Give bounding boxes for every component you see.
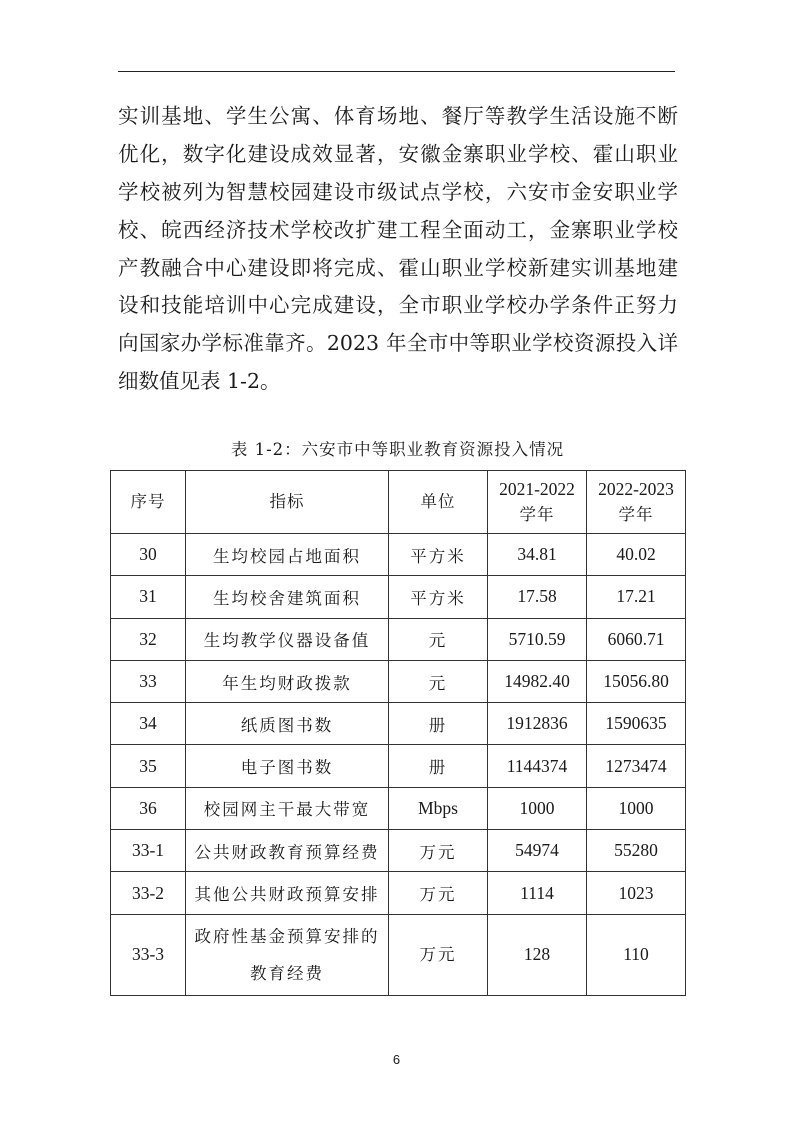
paragraph-line: 产教融合中心建设即将完成、霍山职业学校新建实训基地建 (118, 255, 678, 280)
paragraph-line: 学校被列为智慧校园建设市级试点学校，六安市金安职业学 (118, 179, 678, 204)
header-year-suffix: 学年 (618, 505, 654, 524)
cell-year1: 128 (488, 914, 587, 995)
header-year-2021-2022 (488, 471, 587, 534)
cell-indicator: 生均校舍建筑面积 (186, 576, 389, 618)
cell-indicator-line: 政府性基金预算安排的 (194, 926, 380, 946)
cell-year2: 1590635 (587, 703, 686, 745)
cell-index: 33 (111, 660, 186, 702)
cell-year1: 1000 (488, 787, 587, 829)
table-caption: 表 1-2：六安市中等职业教育资源投入情况 (230, 440, 565, 459)
cell-indicator: 生均校园占地面积 (186, 534, 389, 576)
cell-indicator (186, 914, 389, 995)
table-row (111, 534, 686, 576)
table-row (111, 914, 686, 995)
table-row (111, 703, 686, 745)
cell-indicator: 公共财政教育预算经费 (186, 830, 389, 872)
cell-index: 35 (111, 745, 186, 787)
table-row (111, 787, 686, 829)
cell-unit: 平方米 (389, 534, 488, 576)
cell-index: 33-3 (111, 914, 186, 995)
page-number: 6 (392, 1052, 401, 1067)
cell-indicator: 年生均财政拨款 (186, 660, 389, 702)
cell-index: 33-1 (111, 830, 186, 872)
cell-index: 34 (111, 703, 186, 745)
cell-indicator: 其他公共财政预算安排 (186, 872, 389, 914)
paragraph-line: 向国家办学标准靠齐。2023 年全市中等职业学校资源投入详 (118, 331, 678, 356)
cell-year1: 1144374 (488, 745, 587, 787)
cell-year2: 110 (587, 914, 686, 995)
cell-year2: 6060.71 (587, 618, 686, 660)
cell-index: 32 (111, 618, 186, 660)
cell-unit: 万元 (389, 830, 488, 872)
paragraph-line: 校、皖西经济技术学校改扩建工程全面动工，金寨职业学校 (118, 217, 678, 242)
table-row (111, 872, 686, 914)
cell-year2: 17.21 (587, 576, 686, 618)
cell-year2: 1023 (587, 872, 686, 914)
body-paragraph (118, 98, 678, 401)
header-year-suffix: 学年 (519, 505, 555, 524)
cell-unit: Mbps (389, 787, 488, 829)
cell-year2: 40.02 (587, 534, 686, 576)
table-row (111, 660, 686, 702)
cell-year1: 34.81 (488, 534, 587, 576)
cell-year1: 14982.40 (488, 660, 587, 702)
header-year-range: 2021-2022 (499, 479, 575, 499)
cell-unit: 万元 (389, 872, 488, 914)
paragraph-line: 设和技能培训中心完成建设，全市职业学校办学条件正努力 (118, 293, 678, 318)
cell-indicator-line: 教育经费 (250, 963, 324, 983)
cell-unit: 平方米 (389, 576, 488, 618)
header-rule (118, 71, 675, 72)
table-header-row (111, 471, 686, 534)
resource-table (110, 470, 686, 996)
cell-year1: 1912836 (488, 703, 587, 745)
cell-unit: 万元 (389, 914, 488, 995)
header-unit: 单位 (389, 471, 488, 534)
cell-index: 30 (111, 534, 186, 576)
table-row (111, 745, 686, 787)
cell-unit: 元 (389, 618, 488, 660)
table-row (111, 830, 686, 872)
paragraph-line: 优化，数字化建设成效显著，安徽金寨职业学校、霍山职业 (118, 141, 678, 166)
header-year-2022-2023 (587, 471, 686, 534)
cell-year1: 1114 (488, 872, 587, 914)
cell-index: 33-2 (111, 872, 186, 914)
cell-index: 36 (111, 787, 186, 829)
header-year-range: 2022-2023 (598, 479, 674, 499)
table-row (111, 576, 686, 618)
cell-indicator: 电子图书数 (186, 745, 389, 787)
cell-unit: 册 (389, 703, 488, 745)
cell-indicator: 校园网主干最大带宽 (186, 787, 389, 829)
cell-indicator: 纸质图书数 (186, 703, 389, 745)
header-index: 序号 (111, 471, 186, 534)
cell-year1: 54974 (488, 830, 587, 872)
table-row (111, 618, 686, 660)
cell-year2: 1000 (587, 787, 686, 829)
cell-year2: 1273474 (587, 745, 686, 787)
paragraph-line: 实训基地、学生公寓、体育场地、餐厅等教学生活设施不断 (118, 104, 678, 128)
cell-unit: 元 (389, 660, 488, 702)
cell-year2: 55280 (587, 830, 686, 872)
cell-year1: 5710.59 (488, 618, 587, 660)
header-indicator: 指标 (186, 471, 389, 534)
cell-indicator: 生均教学仪器设备值 (186, 618, 389, 660)
cell-index: 31 (111, 576, 186, 618)
cell-year1: 17.58 (488, 576, 587, 618)
cell-unit: 册 (389, 745, 488, 787)
cell-year2: 15056.80 (587, 660, 686, 702)
paragraph-line: 细数值见表 1-2。 (118, 369, 281, 394)
